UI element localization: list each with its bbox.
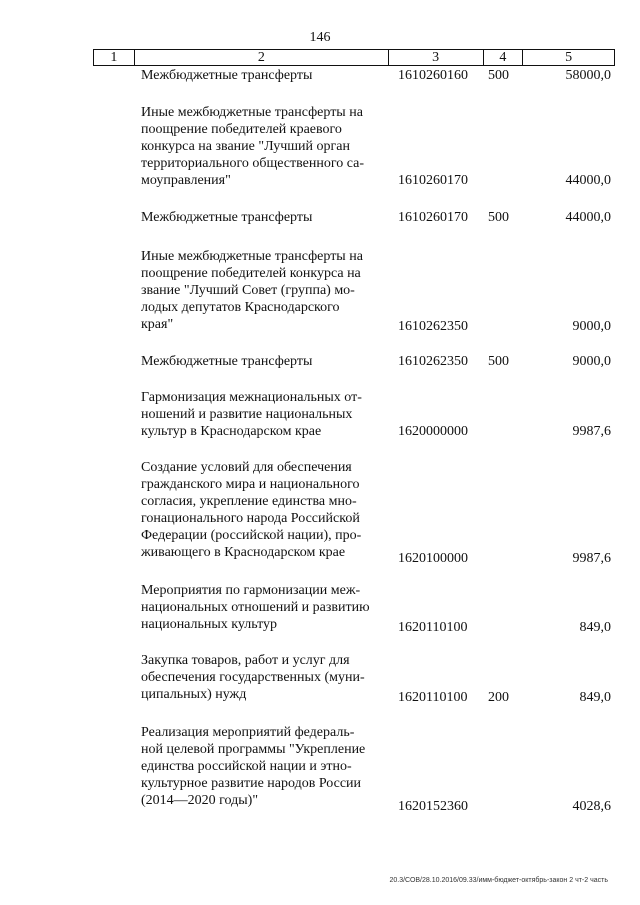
- page-number: 146: [309, 30, 331, 45]
- row-type: 500: [488, 210, 509, 225]
- row-code: 1610262350: [398, 354, 468, 369]
- row-code: 1610262350: [398, 319, 468, 334]
- column-header-2: 2: [134, 50, 388, 65]
- column-header-5: 5: [522, 50, 614, 65]
- row-code: 1620110100: [398, 620, 468, 635]
- row-name: Создание условий для обеспечения гражданского мира и национального согласия, укрепление единства мно- гонационального народа Российской Федерации (российской нации), про- живающего в Краснодарском крае: [141, 460, 362, 560]
- row-amount: 44000,0: [565, 173, 611, 188]
- row-code: 1620000000: [398, 424, 468, 439]
- row-name: Межбюджетные трансферты: [141, 68, 313, 83]
- row-amount: 9987,6: [572, 424, 611, 439]
- row-type: 500: [488, 68, 509, 83]
- row-amount: 4028,6: [572, 799, 611, 814]
- row-amount: 849,0: [579, 690, 611, 705]
- row-name: Гармонизация межнациональных от- ношений и развитие национальных культур в Краснодарском крае: [141, 390, 362, 439]
- row-amount: 44000,0: [565, 210, 611, 225]
- row-name: Иные межбюджетные трансферты на поощрение победителей конкурса на звание "Лучший Совет (группа) мо- лодых депутатов Краснодарского края": [141, 249, 363, 332]
- row-name: Иные межбюджетные трансферты на поощрение победителей краевого конкурса на звание "Лучший орган территориального общественного са- моуправления": [141, 105, 365, 188]
- row-name: Реализация мероприятий федераль- ной целевой программы "Укрепление единства российской нации и этно- культурное развитие народов России (2014—2020 годы)": [141, 725, 366, 808]
- column-header-3: 3: [388, 50, 483, 65]
- row-amount: 9987,6: [572, 551, 611, 566]
- row-code: 1620110100: [398, 690, 468, 705]
- row-type: 500: [488, 354, 509, 369]
- row-name: Межбюджетные трансферты: [141, 354, 313, 369]
- row-code: 1610260170: [398, 210, 468, 225]
- row-code: 1620152360: [398, 799, 468, 814]
- row-amount: 849,0: [579, 620, 611, 635]
- row-code: 1620100000: [398, 551, 468, 566]
- file-path-footer: 20.3/СОВ/28.10.2016/09.33/имм-бюджет-октябрь-закон 2 чт-2 часть: [389, 877, 608, 884]
- row-type: 200: [488, 690, 509, 705]
- row-code: 1610260170: [398, 173, 468, 188]
- column-header-4: 4: [483, 50, 523, 65]
- row-amount: 9000,0: [572, 319, 611, 334]
- row-amount: 9000,0: [572, 354, 611, 369]
- row-name: Мероприятия по гармонизации меж- национальных отношений и развитию национальных культур: [141, 583, 370, 632]
- row-name: Межбюджетные трансферты: [141, 210, 313, 225]
- row-code: 1610260160: [398, 68, 468, 83]
- row-name: Закупка товаров, работ и услуг для обеспечения государственных (муни- ципальных) нужд: [141, 653, 365, 702]
- table-header: [93, 49, 615, 66]
- row-amount: 58000,0: [565, 68, 611, 83]
- column-header-1: 1: [110, 50, 118, 65]
